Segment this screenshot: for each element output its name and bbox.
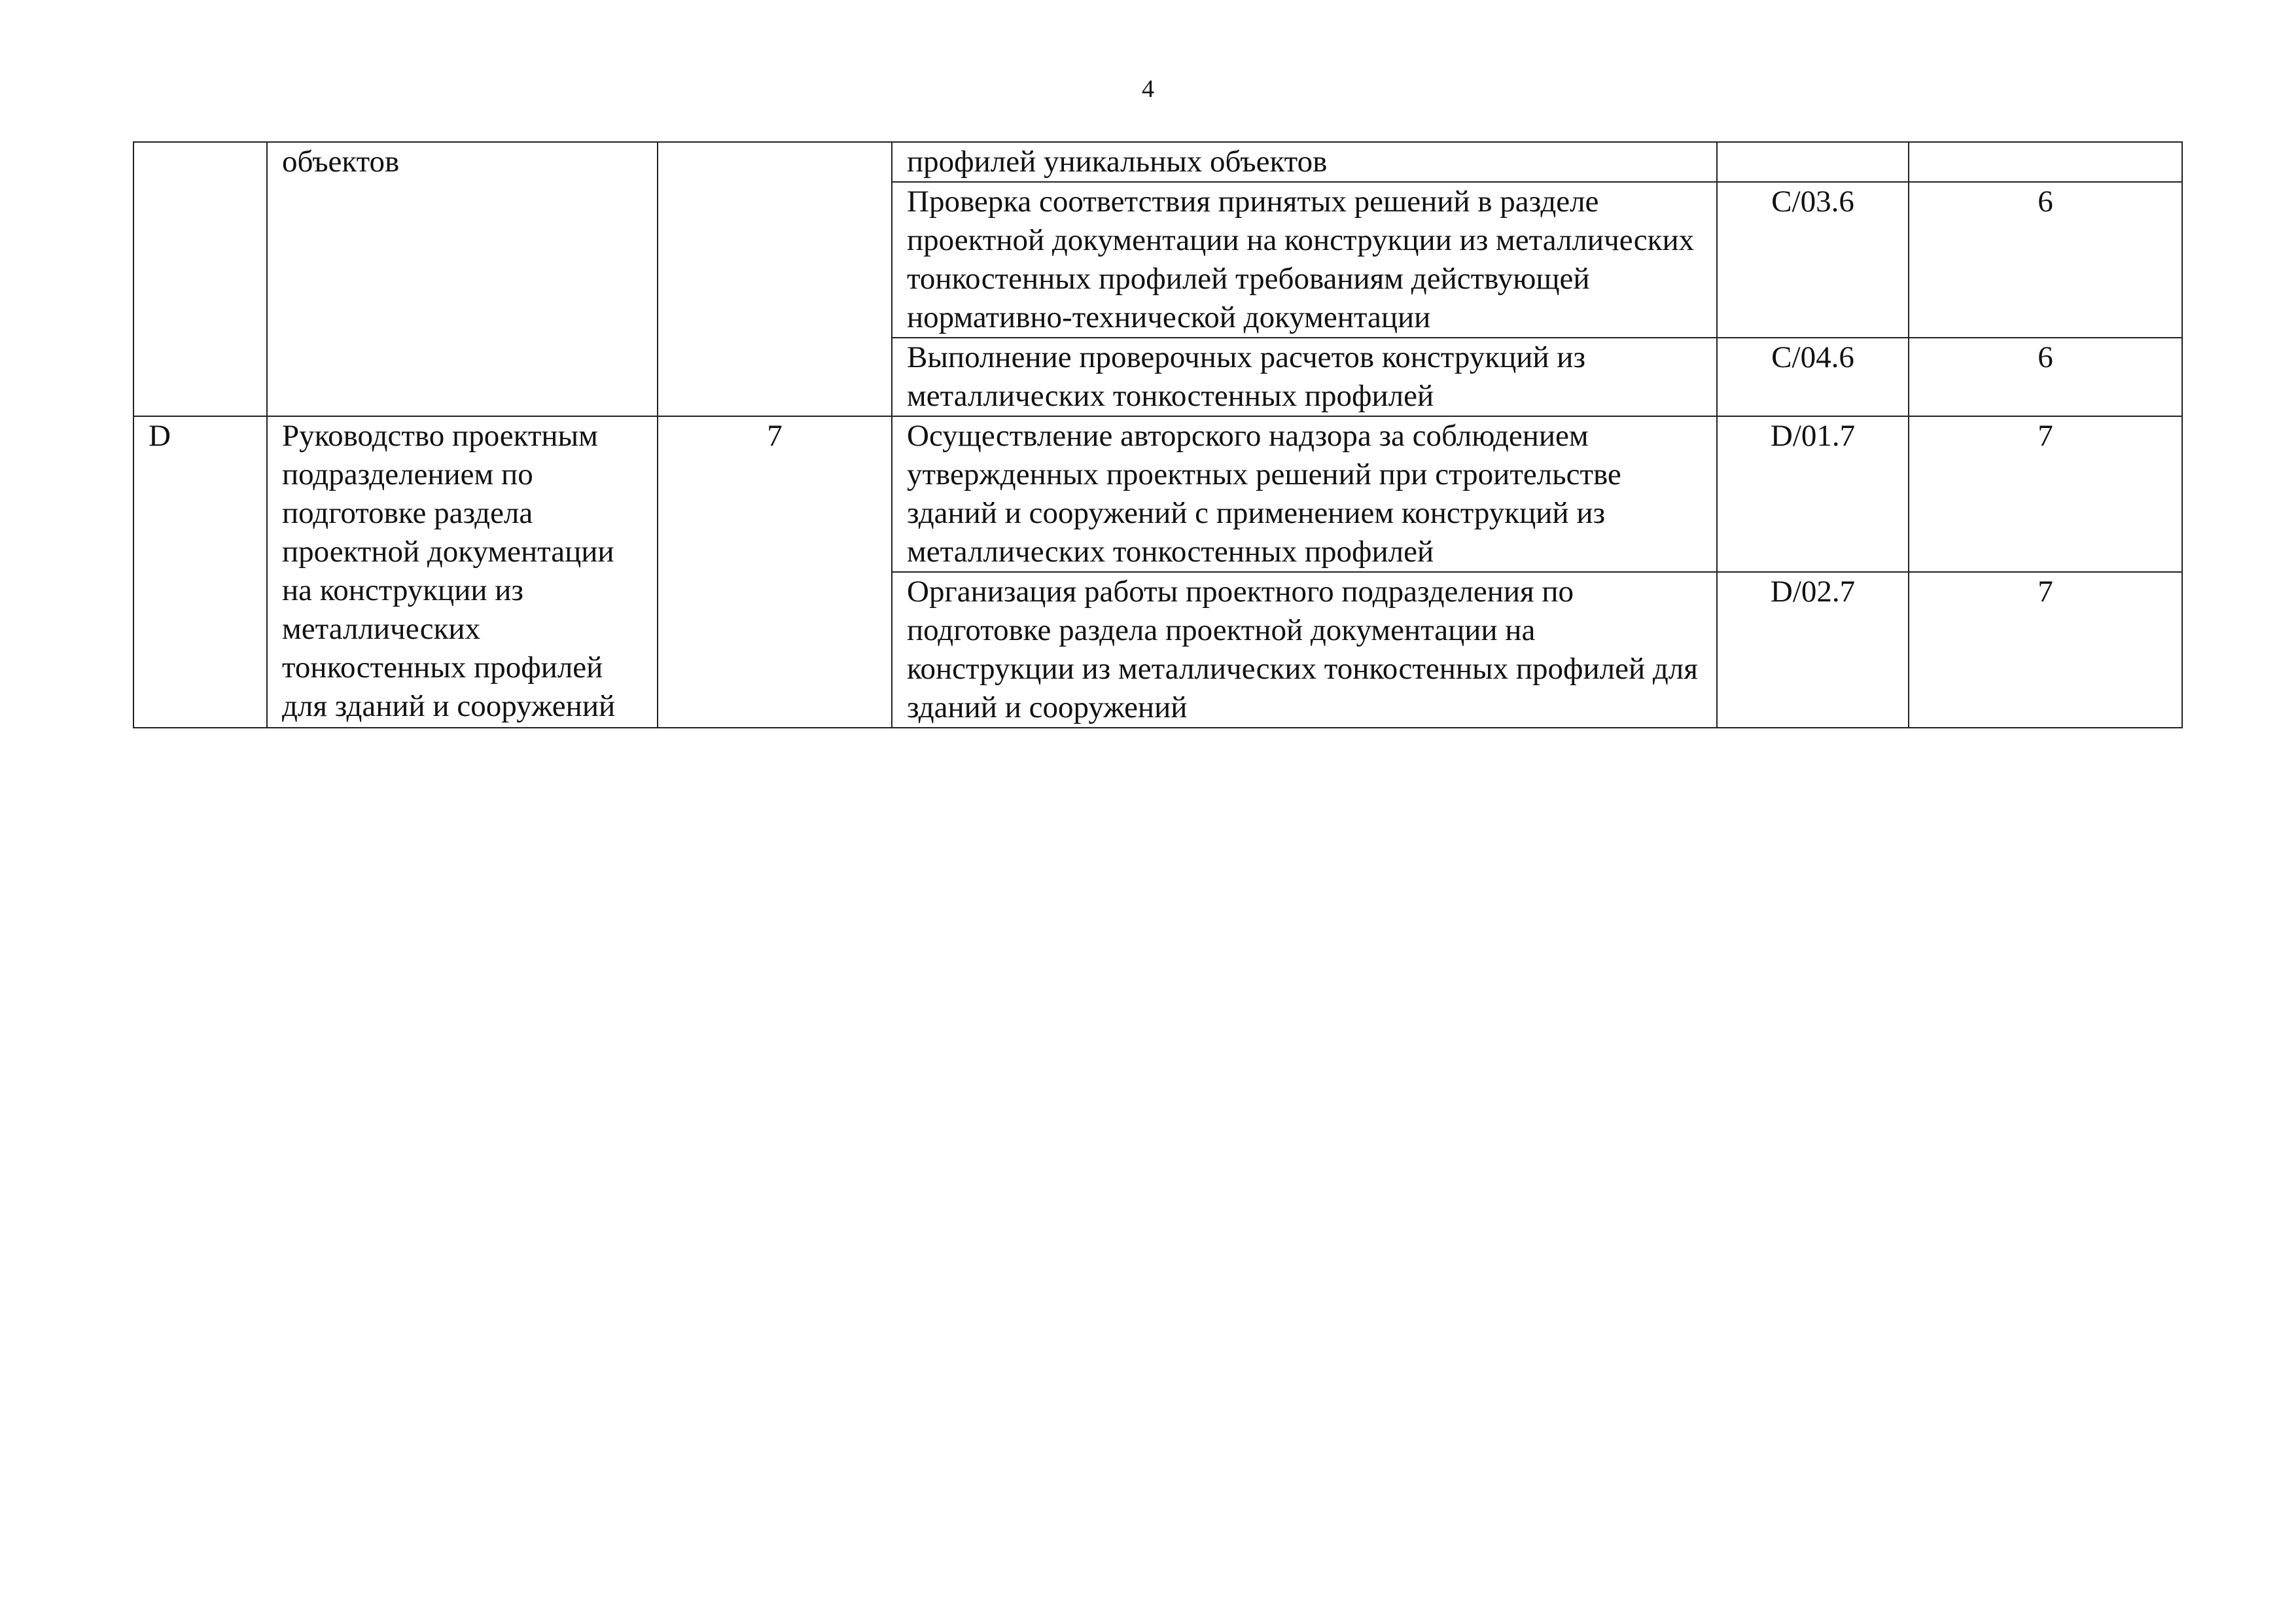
general-function-code-cell: D [133, 416, 267, 728]
labor-function-code-cell: C/03.6 [1717, 182, 1909, 338]
labor-function-code-cell: D/01.7 [1717, 416, 1909, 572]
page-number: 4 [1142, 75, 1154, 103]
labor-function-level-cell: 7 [1909, 572, 2182, 728]
labor-function-level-cell: 6 [1909, 338, 2182, 416]
labor-function-level-cell [1909, 142, 2182, 182]
labor-function-name-cell: Осуществление авторского надзора за соблюдением утвержденных проектных решений при строительстве зданий и сооружений с применением конструкций из металлических тонкостенных профилей [892, 416, 1717, 572]
labor-function-code-cell: D/02.7 [1717, 572, 1909, 728]
general-function-code-cell [133, 142, 267, 416]
labor-function-name-cell: профилей уникальных объектов [892, 142, 1717, 182]
table-row [133, 416, 2182, 572]
general-function-name-cell: объектов [267, 142, 658, 416]
labor-function-code-cell: C/04.6 [1717, 338, 1909, 416]
table-row [133, 142, 2182, 182]
qualification-level-cell [658, 142, 892, 416]
labor-function-level-cell: 7 [1909, 416, 2182, 572]
functions-table [133, 141, 2183, 728]
labor-function-name-cell: Организация работы проектного подразделения по подготовке раздела проектной документации на конструкции из металлических тонкостенных профилей для зданий и сооружений [892, 572, 1717, 728]
labor-function-level-cell: 6 [1909, 182, 2182, 338]
labor-function-code-cell [1717, 142, 1909, 182]
labor-function-name-cell: Проверка соответствия принятых решений в разделе проектной документации на конструкции из металлических тонкостенных профилей требованиям действующей нормативно-технической документации [892, 182, 1717, 338]
labor-function-name-cell: Выполнение проверочных расчетов конструкций из металлических тонкостенных профилей [892, 338, 1717, 416]
general-function-name-cell: Руководство проектным подразделением по подготовке раздела проектной документации на конструкции из металлических тонкостенных профилей для зданий и сооружений [267, 416, 658, 728]
qualification-level-cell: 7 [658, 416, 892, 728]
